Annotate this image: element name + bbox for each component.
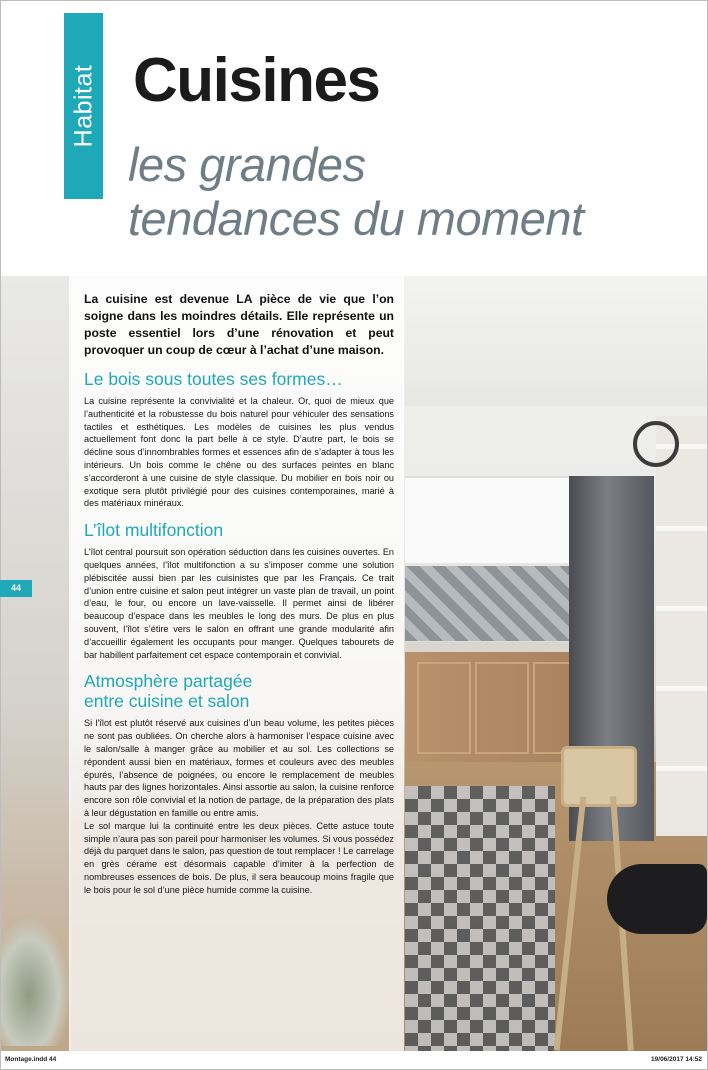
page-number-badge: 44 — [0, 580, 32, 597]
section-tag — [64, 13, 103, 199]
photo-lower-cabinets — [405, 652, 580, 762]
article-body — [84, 291, 394, 897]
section-paragraph: Si l’îlot est plutôt réservé aux cuisines d’un beau volume, les petites pièces ne sont pas oubliées. On cherche alors à harmoniser l’espace cuisine avec le salon/salle à manger grâce au mobilier et au sol. Les collections se répondent aussi bien en matériaux, formes et couleurs avec des meubles épurés, l’absence de poignées, ou encore le remplacement de meubles hauts par des lignes horizontales. Ainsi assortie au salon, la cuisine renforce encore son rôle convivial et la notion de partage, de la préparation des plats à leur dégustation en famille ou entre amis. — [84, 718, 394, 818]
photo-patterned-rug — [405, 786, 555, 1051]
photo-wall-clock — [633, 421, 679, 467]
cabinet-door — [475, 662, 529, 754]
article-title: Cuisines — [133, 46, 380, 115]
photo-chair-seat — [607, 864, 707, 934]
photo-ceiling — [405, 276, 707, 406]
photo-backsplash-tiles — [405, 566, 575, 641]
photo-shelves — [656, 416, 707, 836]
section-heading-atmosphere: Atmosphère partagée entre cuisine et salon — [84, 671, 253, 712]
section-paragraph: La cuisine représente la convivialité et la chaleur. Or, quoi de mieux que l’authenticité et la robustesse du bois naturel pour véhiculer des sensations tactiles et esthétiques. Les modèles de cuisines les plus vendus actuellement font donc la part belle à ce style. D’autre part, le bois se décline sous d’innombrables formes et essences afin de s’adapter à tous les intérieurs. Un bois comme le chêne ou des surfaces peintes en blanc s’accorderont à une cuisine de style classique. Du mobilier en bois noir ou exotique sera plutôt privilégié pour des cuisines contemporaines, marié à des matériaux minéraux. — [84, 396, 394, 509]
article-subtitle: les grandes tendances du moment — [128, 138, 584, 245]
section-heading-ilot: L’îlot multifonction — [84, 520, 224, 541]
footer-date: 19/06/2017 14:52 — [651, 1056, 702, 1063]
photo-plant — [1, 916, 71, 1046]
section-tag-label: Habitat — [69, 64, 97, 148]
section-paragraph: Le sol marque lui la continuité entre les deux pièces. Cette astuce toute simple n’aura pas son pareil pour harmoniser les volumes. Si vous possédez déjà du parquet dans le salon, pas question de tout remplacer ! Le carrelage en grès cérame est désormais capable d’imiter à la perfection de nombreuses essences de bois. De plus, il sera beaucoup moins fragile que le bois pour le sol d’une pièce humide comme la cuisine. — [84, 820, 394, 895]
intro-paragraph: La cuisine est devenue LA pièce de vie que l’on soigne dans les moindres détails. Elle représente un poste essentiel lors d’une rénovation et peut provoquer un coup de cœur à l’achat d’une maison. — [84, 292, 394, 357]
photo-chair-back — [561, 746, 637, 807]
section-paragraph: L’îlot central poursuit son opération séduction dans les cuisines ouvertes. En quelques années, l’îlot multifonction a su s’imposer comme une solution plébiscitée aussi bien par les cuisinistes que par les Français. Ce trait d’union entre cuisine et salon peut intégrer un vaste plan de travail, un point d’eau, le four, ou encore un lave-vaisselle. Il permet ainsi de libérer beaucoup d’espace dans les meubles le long des murs. De plus en plus souvent, l’îlot s’étire vers le salon en offrant une grande modularité afin d’accueillir également les occupants pour manger. Quelques tabourets de bar habillent parfaitement cet espace contemporain et convivial. — [84, 547, 394, 660]
footer-file-info: Montage.indd 44 — [5, 1056, 57, 1063]
section-heading-bois: Le bois sous toutes ses formes… — [84, 369, 343, 389]
photo-countertop — [405, 642, 580, 652]
cabinet-door — [417, 662, 471, 754]
